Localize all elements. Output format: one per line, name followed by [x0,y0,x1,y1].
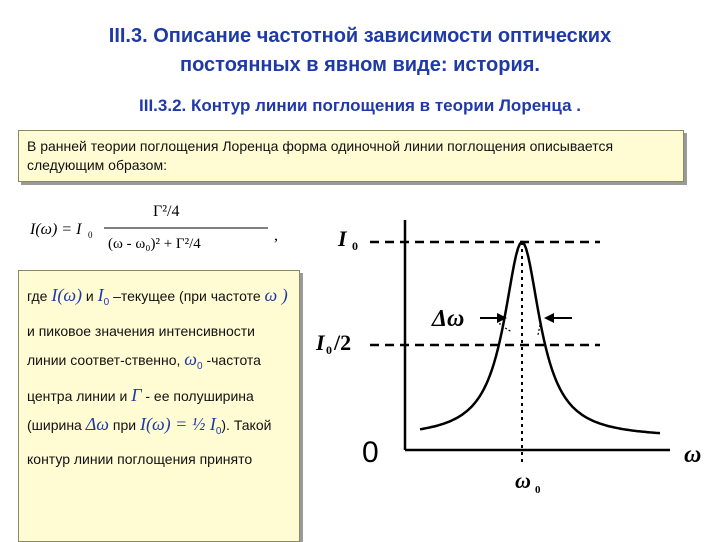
label-peak: I [338,226,347,251]
label-omega-axis: ω [684,442,702,468]
formula-lhs: I(ω) = I [30,221,82,238]
width-arrow-right-head [544,313,554,323]
label-half-suffix: /2 [334,330,352,355]
formula-denominator: (ω - ω₀)² + Γ²/4 [108,236,201,252]
desc-text: –текущее (при частоте [109,288,265,304]
description-box [18,270,300,542]
desc-text: - ее полуширина (ширина [27,387,254,433]
lorentz-formula [28,196,298,260]
label-half: I [316,330,325,355]
sym-sub: 0 [215,425,222,437]
desc-text: и [82,288,98,304]
slide-subtitle: III.3.2. Контур линии поглощения в теории Лоренца . [139,96,581,115]
label-delta-omega: Δω [432,306,465,332]
label-half-sub: 0 [326,343,332,357]
label-omega0: ω [515,468,531,493]
formula-lhs-sub: 0 [88,230,93,240]
sym-omega: ω ) [264,285,288,305]
sym-i-omega: I(ω) [51,285,83,305]
sym-sub: 0 [197,360,203,372]
desc-text: где [27,288,52,304]
label-zero: 0 [362,436,379,469]
slide-title [0,22,720,80]
desc-text: при [109,416,140,433]
width-right-guide [538,325,540,335]
desc-text: ). Такой контур линии поглощения принято [27,416,272,468]
desc-text: и пиковое значения интенсивности линии соответ-ственно, [27,322,255,368]
lorentz-curve [420,242,660,433]
sym-delta-omega: Δω [85,413,110,434]
lorentz-plot [310,200,720,540]
label-omega0-sub: 0 [535,484,541,496]
intro-box [18,130,684,182]
label-peak-sub: 0 [352,239,358,253]
formula-comma: , [274,227,278,244]
title-line-1: III.3. Описание частотной зависимости оптических [108,25,612,47]
sym-omega0: ω [184,348,197,369]
formula-numerator: Γ²/4 [153,203,180,220]
intro-text: В ранней теории поглощения Лоренца форма одиночной линии поглощения описывается следующим образом: [27,138,614,173]
sym-sub: 0 [103,296,110,308]
title-line-2: постоянных в явном виде: история. [180,54,540,76]
sym-half-i0: I(ω) = ½ I [139,413,216,434]
sym-i0: I [97,285,104,305]
sym-gamma: Γ [131,384,142,405]
desc-text: -частота центра линии и [27,351,261,404]
